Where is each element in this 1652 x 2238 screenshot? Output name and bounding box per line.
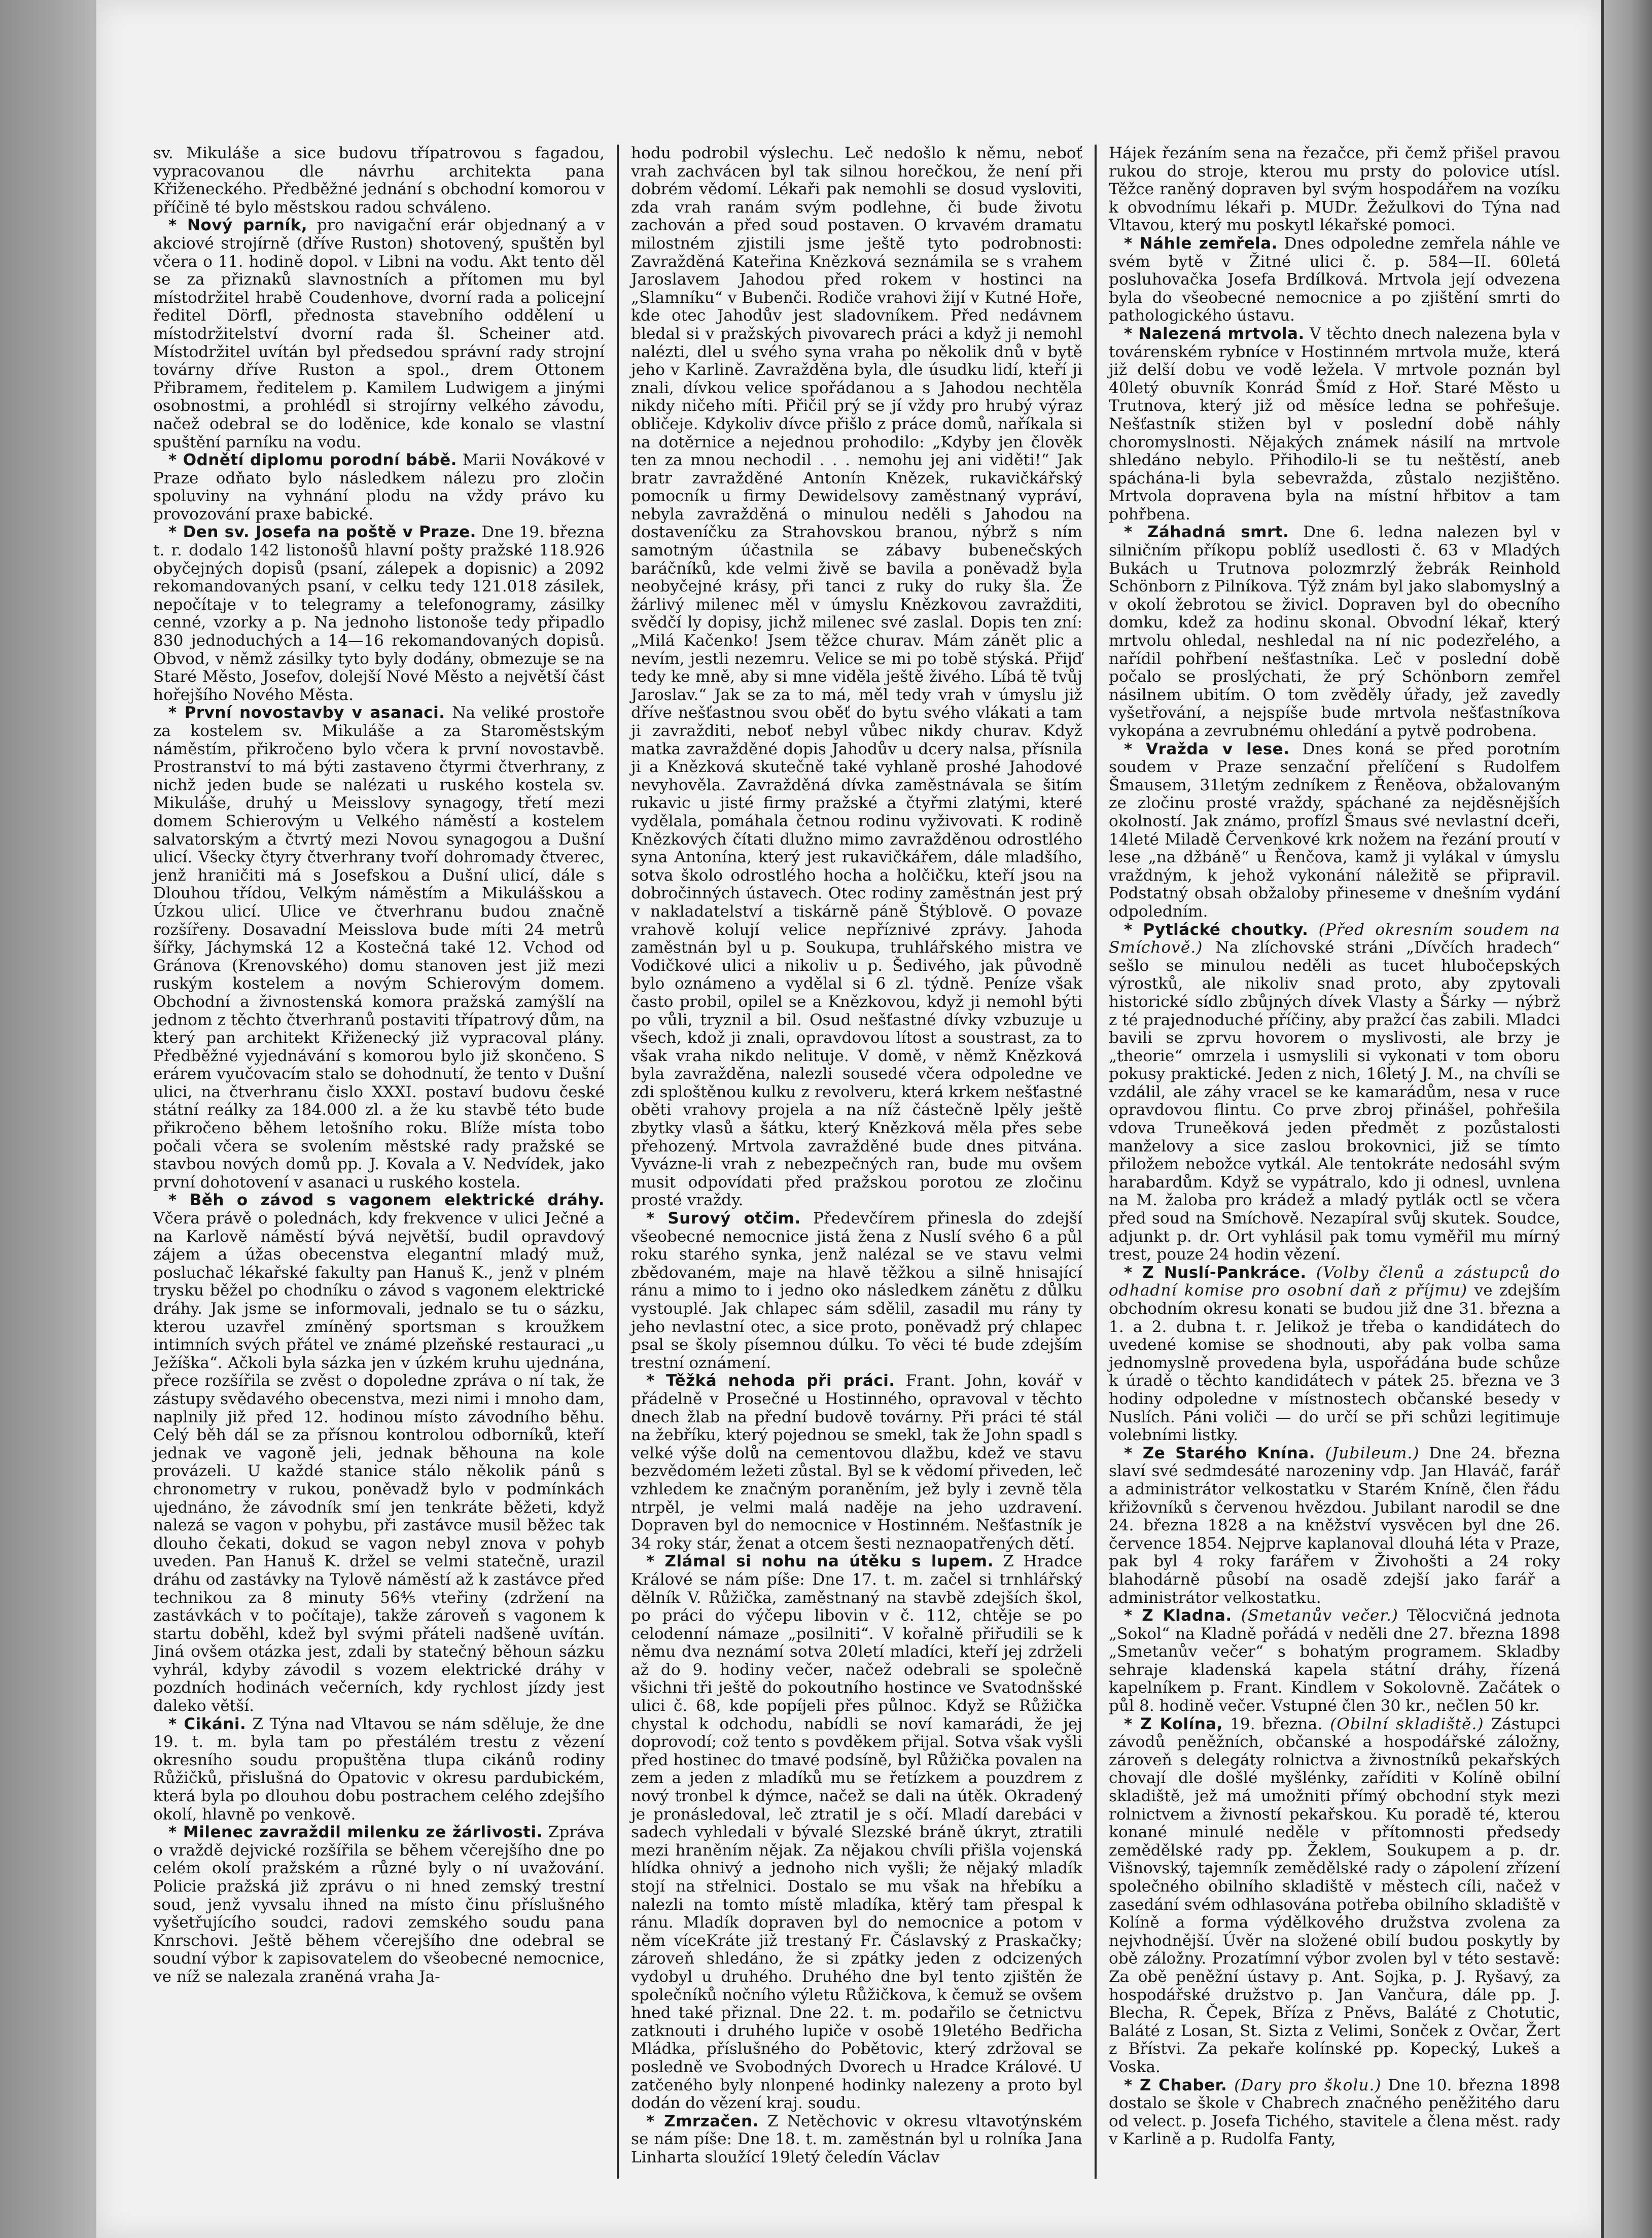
item-body: Na veliké prostoře za kostelem sv. Mikuláše a za Staroměstským náměstím, přikročeno bylo včera k první novostavbě. Prostranství to má býti zastaveno čtyrmi čtverhrany, z nichž jeden bude se nalézati u ruského kostela sv. Mikuláše, druhý u Meisslovy synagogy, třetí mezi domem Schierovým u Velkého náměstí a kostelem salvatorským a čtvrtý mezi Novou synagogou a Dušní ulicí. Všecky čtyry čtverhrany tvoří dohromady čtverec, jenž hraničiti má s Josefskou a Dušní ulicí, dále s Dlouhou třídou, Velkým náměstím a Mikulášskou a Úzkou ulicí. Ulice ve čtverhranu budou značně rozšířeny. Dosavadní Meisslova bude míti 24 metrů šířky, Jáchymská 12 a Kostečná také 12. Vchod od Gránova (Krenovského) domu stanoven jest již mezi ruským kostelem a novým Schierovým domem. Obchodní a živnostenská komora pražská zamýšlí na jednom z těchto čtverhranů postaviti třípatrový dům, na který pan architekt Křiženecký již vypracoval plány. Předběžné vyjednávání s komorou bylo již skončeno. S erárem vyučovacím stalo se dohodnutí, že tento v Dušní ulici, na čtverhranu čislo XXXI. postaví budovu české státní reálky za 184.000 zl. a že ku stavbě této bude přikročeno během letošního roku. Blíže místa tobo počali včera se svolením městské rady pražské se stavbou nových domů pp. J. Kovala a V. Nedvídek, jako první dohotovení v asanaci u ruského kostela. (153, 704, 605, 1192)
item-heading: * Z Kladna. (1124, 1606, 1232, 1625)
news-item (153, 1824, 605, 1986)
item-body: Dne 24. března slaví své sedmdesáté narozeniny vdp. Jan Hlaváč, farář a administrátor velkostatku v Starém Kníně, člen řádu křižovníků s červenou hvězdou. Jubilant narodil se dne 24. března 1828 a na kněžství vysvěcen byl dne 26. července 1854. Nejprve kaplanoval dlouhá léta v Praze, pak byl 4 roky farářem v Živohošti a 24 roky blahodárně působí na osadě zdejší jako farář a administrátor velkostatku. (1109, 1444, 1561, 1607)
item-body: Dne 10. března 1898 dostalo se škole v Chabrech značného peněžitého daru od velect. p. Josefa Tichého, stavitele a člena měst. rady v Karlině a p. Rudolfa Fanty, (1109, 2076, 1560, 2149)
news-item (153, 1716, 605, 1824)
item-heading: * Z Kolína, (1124, 1715, 1223, 1733)
item-subheading: (Jubileum.) (1315, 1444, 1420, 1462)
item-subheading: (Smetanův večer.) (1232, 1606, 1398, 1625)
item-heading: * Odnětí diplomu porodní bábě. (168, 451, 457, 470)
news-item (1109, 1264, 1560, 1445)
column-rule (1095, 145, 1097, 2179)
news-item (153, 704, 605, 1192)
continued-text (153, 145, 605, 217)
item-body: Dnes odpoledne zemřela náhle ve svém bytě v Žitné ulici č. p. 584—II. 60letá posluhovačka Josefa Brdílková. Mrtvola její odvezena byla do všeobecné nemocnice a po zjištění smrti do pathologického ústavu. (1109, 234, 1560, 325)
news-item (153, 523, 605, 704)
item-body: Tělocvičná jednota „Sokol“ na Kladně pořádá v neděli dne 27. března 1898 „Smetanův večer“ s bohatým programem. Skladby sehraje kladenská kapela státní dráhy, řízená kapelníkem p. Frant. Kindlem v Sokolovně. Začátek o půl 8. hodině večer. Vstupné člen 30 kr., nečlen 50 kr. (1109, 1606, 1560, 1716)
news-item (153, 1192, 605, 1715)
item-body: Na zlíchovské stráni „Dívčích hradech“ sešlo se minulou neděli as tucet hlubočepských výrostků, ale nikoliv snad proto, aby zpytovali historické sídlo zbůjných dívek Vlasty a Šárky — nýbrž z té prajednoduché příčiny, aby pražcí čas zabili. Mladci bavili se zprvu hovorem o myslivosti, ale brzy je „theorie“ omrzela i usmyslili si vykonati v tom oboru pokusy praktické. Jeden z nich, 16letý J. M., na chvíli se vzdálil, ale záhy vracel se ke kamarádům, nesa v ruce opravdovou flintu. Co prve zbroj přinášel, pohřešila vdova Truneěková jeden předmět z pozůstalosti manželovy a sice zaslou brokovnici, již se tímto přiložem nebožce vytkál. Ale tentokráte nedosáhl svým harabardům. Když se vypátralo, kdo ji odnesl, uvnlena na M. žaloba pro krádež a mladý pytlák octl se včera před soud na Smíchově. Nezapíral svůj skutek. Soudce, adjunkt p. dr. Ort vyhlásil pak tomu vyměřil mu mírný trest, pouze 24 hodin vězení. (1109, 938, 1560, 1264)
item-heading: * Nový parník, (168, 216, 308, 235)
news-item (1109, 2077, 1560, 2149)
item-heading: * Pytlácké choutky. (1124, 920, 1309, 939)
item-body: Předevčírem přinesla do zdejší všeobecné nemocnice jistá žena z Nuslí svého 6 a půl roku starého synka, jenž nalézal se ve stavu velmi zbědovaném, maje na hlavě těžkou a silně hnisající ránu a mimo to i jedno oko následkem zánětu z důlku vystouplé. Jak chlapec sám sdělil, zasadil mu rány ty jeho nevlastní otec, a sice proto, poněvadž prý chlapec psal se školy písemnou dúlku. To věci té bude zdejším trestní oznámení. (631, 1209, 1082, 1372)
column-2 (624, 145, 1089, 2179)
item-body: Hájek řezáním sena na řezačce, při čemž přišel pravou rukou do stroje, kterou mu prsty do polovice utísl. Těžce raněný dopraven byl svým hospodářem na vozíku k obvodnímu lékaři p. MUDr. Žežulkovi do Týna nad Vltavou, který mu poskytl lékařské pomoci. (1109, 145, 1560, 235)
item-body: Marii Novákové v Praze odňato bylo následkem nálezu pro zločin spoluviny na vyhnání plodu na vždy právo ku provozování praxe babické. (153, 451, 605, 523)
item-body: Frant. John, kovář v přádelně v Prosečné u Hostinného, opravoval v těchto dnech žlab na přední budově továrny. Při práci té stál na žebříku, který pojednou se smekl, tak že John spadl s velké výše dolů na cementovou dlažbu, kdež ve stavu bezvědomém ležeti zůstal. Byl se k vědomí přiveden, leč vzhledem ke značným poraněním, jež byly i zevně těla ntrpěl, je velmi malá naděje na jeho uzdravení. Dopraven byl do nemocnice v Hostinném. Nešťastník je 34 roky stár, ženat a otcem šesti neznaopatřených dětí. (631, 1372, 1082, 1553)
item-heading: * Běh o závod s vagonem elektrické dráhy. (168, 1191, 605, 1210)
news-item (153, 217, 605, 451)
newspaper-page (146, 145, 1567, 2179)
column-1 (146, 145, 612, 2179)
item-body: Z Netěchovic v okresu vltavotýnském se nám píše: Dne 18. t. m. zaměstnán byl u rolníka Jana Linharta sloužící 19letý čeledín Václav (631, 2112, 1082, 2166)
item-heading: * Vražda v lese. (1124, 740, 1290, 758)
item-body: Zástupci závodů peněžních, občanské a hospodářské záložny, zároveň s delegáty rolnictva a živnostníků pekařských chovají dle došlé myšlénky, zaříditi v Kolíně obilní skladiště, jež má umožniti přímý obchodní styk mezi rolnictvem a živností pekařskou. Ku poradě té, kterou konané minulé neděle v přítomnosti předsedy zemědělské rady pp. Žeklem, Soukupem a p. dr. Višnovský, tajemník zemědělské rady o zápolení zřízení společného obilního skladiště v městech cíli, načež v zasedání svém odhlasována potřeba obilního skladiště v Kolíně a forma výdělkového družstva zvolena za nejvhodnější. Úvěr na složené obilí budou poskytly by obě záložny. Prozatímní výbor zvolen byl v této sestavě: Za obě peněžní ústavy p. Ant. Sojka, p. J. Ryšavý, za hospodářské družstvo p. Jan Vančura, dále pp. J. Blecha, R. Čepek, Bříza z Pněvs, Baláté z Chotutic, Baláté z Losan, St. Sizta z Velimi, Sonček z Ovčar, Žert z Břístvi. Za pekaře kolínské pp. Kopecký, Lukeš a Voska. (1109, 1715, 1560, 2076)
news-item (631, 1372, 1082, 1553)
item-heading: * Milenec zavraždil milenku ze žárlivosti. (168, 1823, 543, 1842)
news-item (1109, 235, 1560, 325)
item-body: 19. března. (1222, 1715, 1323, 1733)
item-heading: * Ze Starého Knína. (1124, 1444, 1315, 1462)
item-body: Dnes koná se před porotním soudem v Praze senzační přelíčení s Rudolfem Šmausem, 31letým zedníkem z Řeněova, obžalovaným ze zločinu prosté vraždy, spáchané za nejděsnějších okolností. Jak známo, profízl Šmaus své nevlastní dceři, 14leté Miladě Červenkové krk nožem na řezání proutí v lese „na džbáně“ u Řenčova, kamž ji vylákal v úmyslu vraždným, k jehož vykonání náležitě se připravil. Podstatný obsah obžaloby přineseme v dnešním vydání odpoledním. (1109, 740, 1560, 921)
item-body: Z Hradce Králové se nám píše: Dne 17. t. m. začel si trnhlářský dělník V. Růžička, zaměstnaný na stavbě zdejších škol, po práci do výčepu libovin v č. 112, chtěje se po celodenní námaze „posilniti“. V kořalně přiřudili se k němu dva neznámí sotva 20letí mladíci, kteří jej zdrželi až do 9. hodiny večer, načež odebrali se společně všichni tři ještě do pokoutního hostince ve Svatodnšské ulici č. 68, kde popíjeli přes půlnoc. Když se Růžička chystal k odchodu, nabídli se noví kamarádi, že jej doprovodí; což tento s povděkem přijal. Sotva však vyšli před hostinec do tmavé podsíně, byl Růžička povalen na zem a jeden z mladíků mu se řetízkem a pouzdrem z nový tronbel k dýmce, načež se dali na útěk. Okradený je pronásledoval, leč ztratil je s očí. Mladí darebáci v sadech vyhledali v bývalé Slezské bráně úkryt, ztratili mezi hraněním nějak. Za nějakou chvíli přišla vojenská hlídka ohnivý a jednoho nich vyšli; že nějaký mladík stojí na střelnici. Dostalo se mu však na hřebíku a nalezli na tomto místě mladíka, ktěrý tam přespal k ránu. Mladík dopraven byl do nemocnice a potom v něm víceKráte již trestaný Fr. Čáslavský z Praskačky; zároveň shledáno, že si zpátky jeden z odcizených vydobyl u druhého. Druhého dne byl tento zjištěn že společníků nočního výletu Růžičkova, k čemuž se ovšem hned také přiznal. Dne 22. t. m. podařilo se četnictvu zatknouti i druhého lupiče v osobě 19letého Bedřicha Mládka, příslušného do Pobětovic, který zdržoval se posledně ve Svobodných Dvorech u Hradce Králové. U zatčeného byly nlonpené hodinky nalezeny a proto byl dodán do vězení kraj. soudu. (631, 1552, 1082, 2113)
news-item (1109, 325, 1560, 524)
item-body: Dne 6. ledna nalezen byl v silničním příkopu poblíž usedlosti č. 63 v Mladých Bukách u Trutnova polozmrzlý žebrák Reinhold Schönborn z Pilníkova. Týž znám byl jako slabomyslný a v okolí žebrotou se živicl. Dopraven byl do obecního domku, kdež za hodinu skonal. Obvodní lékař, který mrtvolu ohledal, neshledal na ní nic podezřelého, a nařídil pohřbení nešťastníka. Leč v poslední době počalo se proslýchati, že prý Schönborn zemřel násilnem ubitím. O tom zvěděly úřady, jež zavedly vyšetřování, a nejspíše bude mrtvola nešťastníkova vykopána a zevrubnému ohledání a pytvě podrobena. (1109, 523, 1560, 740)
news-item (631, 1210, 1082, 1372)
item-subheading: (Před okresním soudem na Smíchově.) (1109, 920, 1561, 957)
item-heading: * Z Nuslí-Pankráce. (1124, 1263, 1307, 1282)
item-heading: * První novostavby v asanaci. (168, 704, 445, 722)
column-rule (617, 145, 619, 2179)
item-subheading: (Dary pro školu.) (1227, 2076, 1382, 2094)
item-body: Dne 19. března t. r. dodalo 142 listonošů hlavní pošty pražské 118.926 obyčejných dopisů (psaní, zálepek a dopisnic) a 2092 rekomandovaných psaní, v celku tedy 121.018 zásilek, nepočítaje v to telegramy a telefonogramy, zásilky cenné, vzorky a p. Na jednoho listonoše tedy připadlo 830 jednoduchých a 14—16 rekomandovaných dopisů. Obvod, v němž zásilky tyto byly dodány, obmezuje se na Staré Město, Josefov, dolejší Nové Město a největší část hořejšího Nového Města. (153, 523, 605, 704)
item-heading: * Z Chaber. (1124, 2076, 1227, 2094)
item-heading: * Surový otčim. (646, 1209, 801, 1228)
news-item (1109, 523, 1560, 740)
item-body: Zpráva o vraždě dejvické rozšířila se během včerejšího dne po celém okolí pražském a různé byly o ní uvažování. Policie pražská již zprávu o ni hned zemský trestní soud, jenž vyvsalu ihned na místo činu příslušného vyšetřujícího soudci, radovi zemského soudu pana Knrschovi. Ještě během včerejšího dne odebral se soudní výbor k zapisovatelem do všeobecné nemocnice, ve níž se nalezala zraněná vraha Ja- (153, 1823, 605, 1986)
item-body: Z Týna nad Vltavou se nám sděluje, že dne 19. t. m. byla tam po přestálém trestu z vězení okresního soudu propuštěna tlupa cikánů rodiny Růžičků, přislušná do Opatovic v okresu pardubickém, která byla po dlouhou dobu postrachem celého zdejšího okolí, hlavně po venkově. (153, 1715, 605, 1824)
news-item (1109, 1607, 1560, 1716)
item-heading: * Záhadná smrt. (1124, 523, 1289, 542)
item-subheading: (Obilní skladiště.) (1322, 1715, 1484, 1733)
item-heading: * Náhle zemřela. (1124, 234, 1278, 253)
item-body: Včera právě o polednách, kdy frekvence v ulici Ječné a na Karlově náměstí bývá největší, budil opravdový zájem a úžas obecenstva elegantní mladý muž, posluchač lékařské fakulty pan Hanuš K., jenž v plném trysku běžel po chodníku o závod s vagonem elektrické dráhy. Jak jsme se informovali, jednalo se tu o sázku, kterou uzavřel zmíněný sportsman s kroužkem intimních svých přátel ve známé plzeňské restauraci „u Ježíška“. Ačkoli byla sázka jen v úzkém kruhu ujednána, přece rozšířila se zvěst o dopoledne zpráva o ní tak, že zástupy svědavého obecenstva, mezi nimi i mnoho dam, naplnily již před 12. hodinou místo závodního běhu. Celý běh dál se za přísnou kontrolou odborníků, kteří jednak ve vagoně jeli, jednak běhouna na kole provázeli. U každé stanice stálo několik pánů s chronometry v rukou, poněvadž bylo v podmínkách ujednáno, že závodník smí jen tenkráte běžeti, když nalezá se vagon v pohybu, při zastávce musil běžec tak dlouho čekati, dokud se vagon nebyl znova v pohyb uveden. Pan Hanuš K. držel se velmi statečně, urazil dráhu od zastávky na Tylově náměstí až k zastávce před technikou za 8 minuty 56⁴⁄₅ vteřiny (zdržení na zastávkách v to počítaje), takže zároveň s vagonem k startu doběhl, kdež byl svými přáteli nadšeně uvítán. Jiná ovšem otázka jest, zdali by statečný běhoun sázku vyhrál, kdyby závodil s vozem elektrické dráhy v pozdních hodinách večerních, kdy rychlost jízdy jest daleko větší. (153, 1209, 605, 1716)
news-item (631, 2113, 1082, 2167)
column-3 (1102, 145, 1567, 2179)
item-heading: * Zmrzačen. (646, 2112, 759, 2130)
item-heading: * Cikáni. (168, 1715, 247, 1733)
news-item (1109, 1445, 1560, 1607)
newspaper-sheet (96, 0, 1604, 2238)
item-body: pro navigační erár objednaný a v akciové strojírně (dříve Ruston) shotovený, spuštěn byl včera o 11. hodině dopol. v Libni na vodu. Akt tento děl se za přiznaků slavnostních a přítomen mu byl místodržitel hrabě Coudenhove, dvorní rada a policejní ředitel Dörfl, přednosta stavebního oddělení u místodržitelství dvorní rada šl. Scheiner atd. Místodržitel uvítán byl předsedou správní rady strojní továrny dříve Ruston a spol., drem Ottonem Přibramem, ředitelem p. Kamilem Ludwigem a jinými osobnostmi, a prohlédl si strojírny velkého závodu, načež odebral se do loděnice, kde konalo se vlastní spuštění parníku na vodu. (153, 216, 605, 451)
item-heading: * Nalezená mrtvola. (1124, 324, 1305, 343)
item-body: hodu podrobil výslechu. Leč nedošlo k němu, neboť vrah zachvácen byl tak silnou horečkou, že není při dobrém vědomí. Lékaři pak nemohli se dosud vysloviti, zda vrah ranám svým podlehne, či bude životu zachován a před soud postaven. O krvavém dramatu milostném zjistili jsme ještě tyto podrobnosti: Zavražděná Kateřina Knězková seznámila se s vrahem Jaroslavem Jahodou před rokem v hostinci na „Slamníku“ v Bubenči. Rodiče vrahovi žijí v Kutné Hoře, kde otec Jahodův jest sladovníkem. Před nedávnem bledal si v pražských pivovarech práci a když ji nemohl nalézti, dlel u svého syna vraha po několik dnů v bytě jeho v Karlině. Zavražděna byla, dle úsudku lidí, kteří ji znali, dívkou velice spořádanou a s Jahodou nechtěla nikdy ničeho míti. Přičil prý se jí vždy pro hrubý výraz obličeje. Kdykoliv dívce přišlo z práce domů, naříkala si na dotěrnice a nejednou prohodilo: „Kdyby jen člověk ten za mnou nechodil . . . nemohu jej ani viděti!“ Jak bratr zavražděné Antonín Knězek, rukavičkářský pomocník u firmy Dewidelsovy zaměstnaný vypráví, nebyla zavražděná o minulou neděli s Jahodou na dostaveníčku za Strahovskou branou, nýbrž s ním samotným účastnila se zábavy bubenečských baráčníků, kde velmi živě se bavila a poněvadž byla neobyčejné krásy, při tanci z ruky do ruky šla. Že žárlivý milenec měl v úmyslu Knězkovou zavražditi, svědčí ly dopisy, jichž milenec své zaslal. Dopis ten zní: „Milá Kačenko! Jsem těžce churav. Mám zánět plic a nevím, jestli nezemru. Velice se mi po tobě stýská. Přijď tedy ke mně, aby si mne viděla ještě živého. Líbá tě tvůj Jaroslav.“ Jak se za to má, měl tedy vrah v úmyslu již dříve nešťastnou svou oběť do bytu svého vlákati a tam ji zavražditi, neboť nebyl vůbec nikdy churav. Když matka zavražděné dopis Jahodův u dcery nalsa, přísnila ji a Knězková skutečně také vyhlaně proshé Jahodové nevyhověla. Zavražděná dívka zaměstnávala se šitím rukavic u jisté firmy pražské a čtyřmi zlatými, které vydělala, pomáhala četnou rodinu vyživovati. K rodině Knězkových čítati dlužno mimo zavražděnou odrostlého syna Antonína, který jest rukavičkářem, dále mladšího, sotva školo odrostlého hocha a holčičku, kteří jsou na dobročinných ústavech. Otec rodiny zaměstnán jest prý v nakladatelství a tiskárně páně Štýblově. O povaze vrahově kolují velice nepříznivé zprávy. Jahoda zaměstnán byl u p. Soukupa, truhlářského mistra ve Vodičkové ulici a nikoliv u p. Šedivého, jak původně bylo oznámeno a vydělal si 6 zl. týdně. Peníze však často probil, opilel se a Knězkovou, když ji nemohl býti po vůli, tryznil a bil. Osud nešťastné dívky vzbuzuje u všech, kdož ji znali, opravdovou lítost a soustrast, za to však vraha nikdo nelituje. V domě, v němž Knězková byla zavražděna, nalezli sousedé včera odpoledne ve zdi sploštěnou kulku z revolveru, která krkem nešťastné oběti vrahovy projela a na níž částečně lpěly ještě zbytky vlasů a šátku, který Knězková měla přes sebe přehozený. Mrtvola zavražděné bude dnes pitvána. Vyvázne-li vrah z nebezpečných ran, bude mu ovšem musit odpovídati před pražskou porotou ze zločinu prosté vraždy. (631, 145, 1082, 1210)
continued-text (1109, 145, 1560, 235)
item-body: V těchto dnech nalezena byla v továrenském rybníce v Hostinném mrtvola muže, která již delší dobu ve vodě ležela. V mrtvole poznán byl 40letý obuvník Konrád Šmíd z Hoř. Staré Město u Trutnova, který již od měsíce ledna se pohřešuje. Nešťastník stižen byl v poslední době náhly choromyslnosti. Nějakých známek násilí na mrtvole shledáno nebylo. Přihodilo-li se tu neštěstí, aneb spáchána-li byla sebevražda, zůstalo nezjištěno. Mrtvola dopravena byla na místní hřbitov a tam pohřbena. (1109, 324, 1560, 523)
item-subheading: (Volby členů a zástupců do odhadní komise pro osobní daň z příjmu) (1109, 1263, 1560, 1300)
item-heading: * Těžká nehoda při práci. (646, 1372, 895, 1390)
news-item (1109, 921, 1560, 1264)
news-item (1109, 741, 1560, 921)
news-item (153, 451, 605, 523)
scan-left-margin (0, 0, 96, 2238)
news-item (1109, 1716, 1560, 2077)
item-heading: * Den sv. Josefa na poště v Praze. (168, 523, 476, 542)
continued-text (631, 145, 1082, 1210)
item-body: sv. Mikuláše a sice budovu třípatrovou s fagadou, vypracovanou dle návrhu architekta pana Křiženeckého. Předběžné jednání s obchodní komorou v příčině té bylo městskou radou schváleno. (153, 145, 605, 217)
item-body: ve zdejším obchodním okresu konati se budou již dne 31. března a 1. a 2. dubna t. r. Jelikož je třeba o kandidátech do uvedené komise se shodnouti, aby pak volba sama jednomyslně provedena byla, uspořádána bude schůze k úradě o těchto kandidátech v pátek 25. března ve 3 hodiny odpoledne v místnostech občanské besedy v Nuslích. Páni voliči — do určí se při schůzi legitimuje volebními listky. (1109, 1281, 1560, 1445)
scan-right-margin (1601, 0, 1652, 2238)
news-item (631, 1553, 1082, 2112)
item-heading: * Zlámal si nohu na útěku s lupem. (646, 1552, 994, 1571)
